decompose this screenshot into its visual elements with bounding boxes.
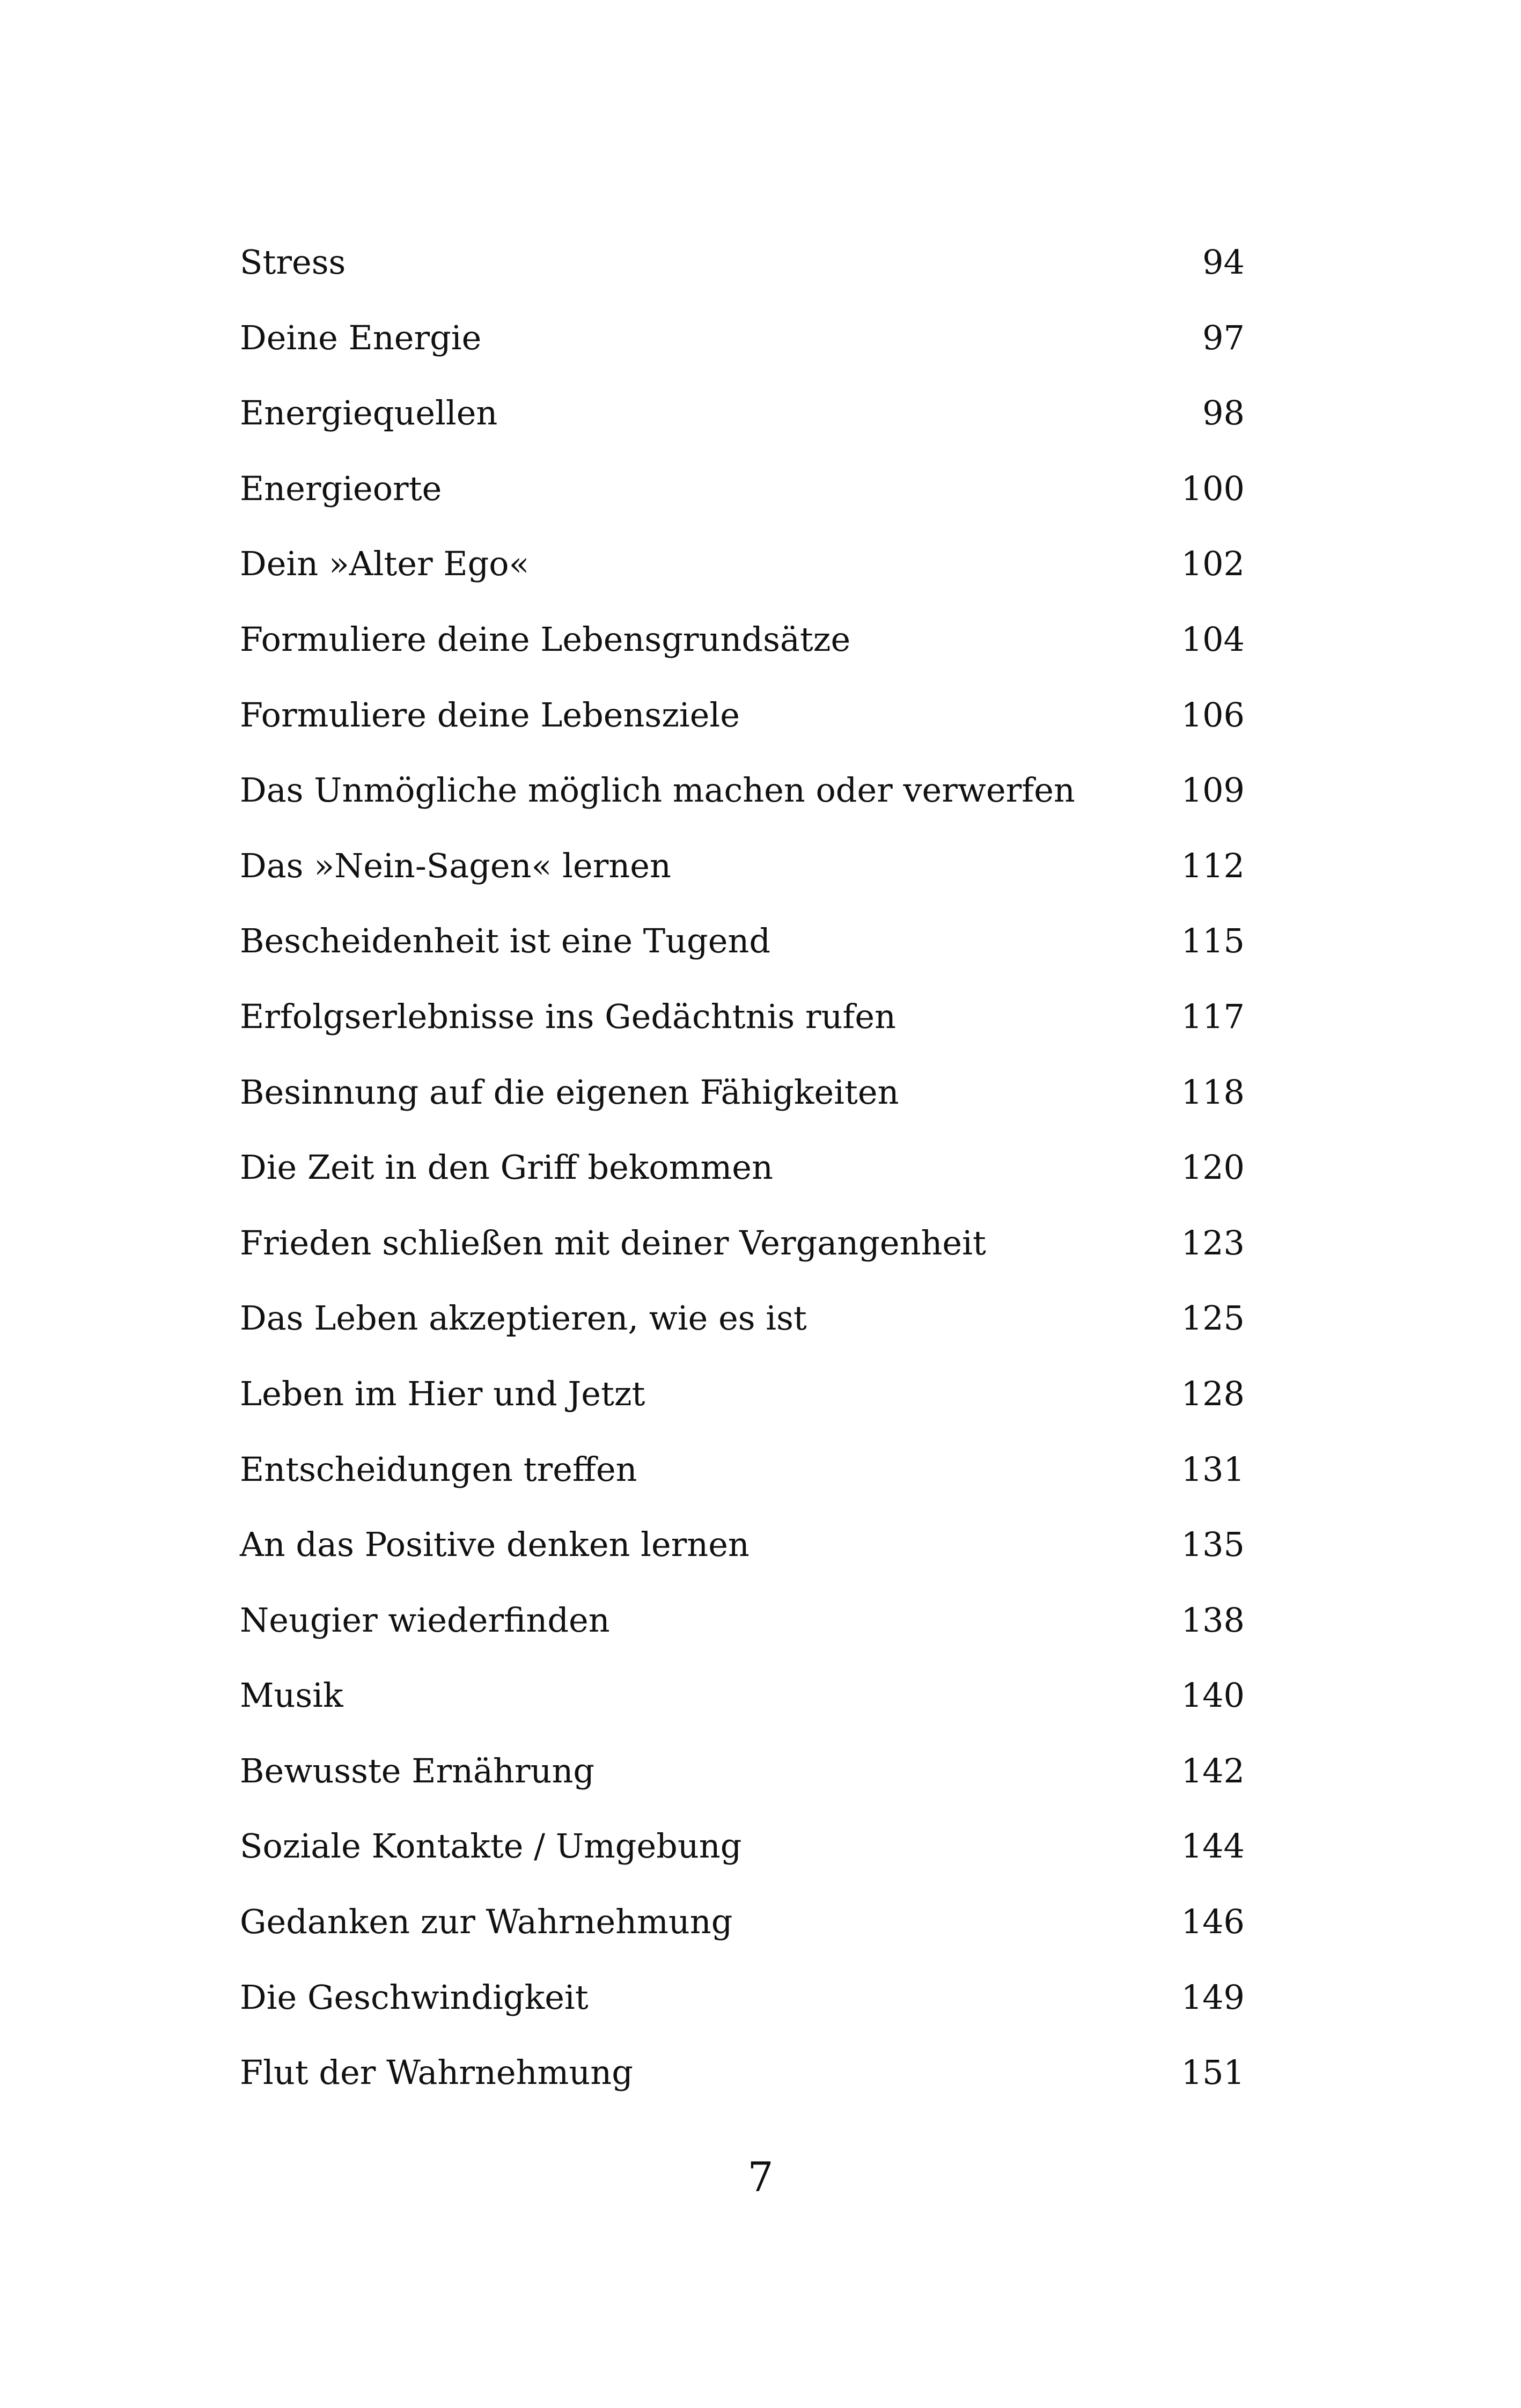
toc-entry-page: 97 bbox=[1202, 318, 1245, 357]
toc-entry bbox=[240, 1449, 1245, 1529]
toc-entry bbox=[240, 1223, 1245, 1302]
toc-entry bbox=[240, 1751, 1245, 1830]
toc-entry bbox=[240, 770, 1245, 849]
toc-entry-page: 149 bbox=[1181, 1977, 1245, 2017]
toc-entry-page: 100 bbox=[1181, 468, 1245, 508]
table-of-contents bbox=[240, 243, 1245, 2132]
toc-entry bbox=[240, 2053, 1245, 2132]
toc-entry bbox=[240, 1826, 1245, 1905]
toc-entry-page: 146 bbox=[1181, 1902, 1245, 1942]
toc-entry-title: Gedanken zur Wahrnehmung bbox=[240, 1902, 733, 1942]
toc-entry-page: 128 bbox=[1181, 1374, 1245, 1413]
toc-entry-page: 94 bbox=[1202, 243, 1245, 282]
toc-entry bbox=[240, 468, 1245, 548]
toc-entry bbox=[240, 1072, 1245, 1151]
toc-entry bbox=[240, 243, 1245, 321]
toc-entry-title: Das Leben akzeptieren, wie es ist bbox=[240, 1298, 807, 1338]
toc-entry-title: Besinnung auf die eigenen Fähigkeiten bbox=[240, 1072, 899, 1112]
toc-entry-page: 112 bbox=[1181, 846, 1245, 885]
toc-entry-page: 98 bbox=[1202, 393, 1245, 433]
toc-entry-page: 104 bbox=[1181, 619, 1245, 659]
toc-entry-title: Die Zeit in den Griff bekommen bbox=[240, 1148, 773, 1187]
toc-entry-page: 120 bbox=[1181, 1148, 1245, 1187]
toc-entry-page: 125 bbox=[1181, 1298, 1245, 1338]
toc-entry bbox=[240, 1676, 1245, 1754]
toc-entry-title: Formuliere deine Lebensziele bbox=[240, 695, 740, 735]
toc-entry bbox=[240, 1374, 1245, 1453]
toc-entry-title: Dein »Alter Ego« bbox=[240, 544, 530, 584]
toc-entry bbox=[240, 996, 1245, 1076]
toc-entry-title: Erfolgserlebnisse ins Gedächtnis rufen bbox=[240, 996, 896, 1036]
toc-entry-page: 144 bbox=[1181, 1826, 1245, 1866]
toc-entry-page: 106 bbox=[1181, 695, 1245, 735]
toc-entry bbox=[240, 1525, 1245, 1604]
toc-entry bbox=[240, 318, 1245, 397]
toc-entry-title: Deine Energie bbox=[240, 318, 482, 357]
toc-entry-title: Flut der Wahrnehmung bbox=[240, 2053, 633, 2093]
toc-entry-title: Das »Nein-Sagen« lernen bbox=[240, 846, 671, 885]
toc-entry-title: Bescheidenheit ist eine Tugend bbox=[240, 921, 771, 961]
toc-entry-title: Bewusste Ernährung bbox=[240, 1751, 595, 1790]
toc-entry bbox=[240, 1298, 1245, 1377]
toc-entry-page: 140 bbox=[1181, 1676, 1245, 1715]
toc-entry-page: 123 bbox=[1181, 1223, 1245, 1262]
toc-entry-title: Neugier wiederfinden bbox=[240, 1600, 610, 1640]
toc-entry-page: 118 bbox=[1181, 1072, 1245, 1112]
toc-entry-page: 151 bbox=[1181, 2053, 1245, 2093]
toc-entry-title: Das Unmögliche möglich machen oder verwerfen bbox=[240, 770, 1075, 810]
toc-entry bbox=[240, 1148, 1245, 1227]
toc-entry-title: Energiequellen bbox=[240, 393, 498, 433]
toc-entry bbox=[240, 921, 1245, 1000]
toc-entry-page: 135 bbox=[1181, 1525, 1245, 1565]
page-number: 7 bbox=[747, 2153, 774, 2201]
toc-entry-title: Formuliere deine Lebensgrundsätze bbox=[240, 619, 851, 659]
toc-entry bbox=[240, 393, 1245, 472]
toc-entry-page: 117 bbox=[1181, 996, 1245, 1036]
toc-entry bbox=[240, 619, 1245, 699]
toc-entry-page: 109 bbox=[1181, 770, 1245, 810]
toc-entry-title: Energieorte bbox=[240, 468, 442, 508]
toc-entry bbox=[240, 1977, 1245, 2057]
toc-entry bbox=[240, 1600, 1245, 1679]
toc-entry-title: Entscheidungen treffen bbox=[240, 1449, 637, 1489]
toc-entry-title: Frieden schließen mit deiner Vergangenheit bbox=[240, 1223, 986, 1262]
toc-entry-title: Musik bbox=[240, 1676, 343, 1715]
toc-entry-page: 102 bbox=[1181, 544, 1245, 584]
toc-entry-page: 131 bbox=[1181, 1449, 1245, 1489]
toc-entry bbox=[240, 1902, 1245, 1981]
toc-entry-title: Soziale Kontakte / Umgebung bbox=[240, 1826, 742, 1866]
toc-entry-title: Leben im Hier und Jetzt bbox=[240, 1374, 645, 1413]
toc-entry bbox=[240, 846, 1245, 925]
toc-entry-page: 115 bbox=[1181, 921, 1245, 961]
toc-entry-title: An das Positive denken lernen bbox=[240, 1525, 750, 1565]
toc-entry-page: 142 bbox=[1181, 1751, 1245, 1790]
toc-entry-title: Die Geschwindigkeit bbox=[240, 1977, 589, 2017]
toc-entry bbox=[240, 544, 1245, 623]
toc-entry-page: 138 bbox=[1181, 1600, 1245, 1640]
toc-entry bbox=[240, 695, 1245, 774]
toc-entry-title: Stress bbox=[240, 243, 346, 282]
